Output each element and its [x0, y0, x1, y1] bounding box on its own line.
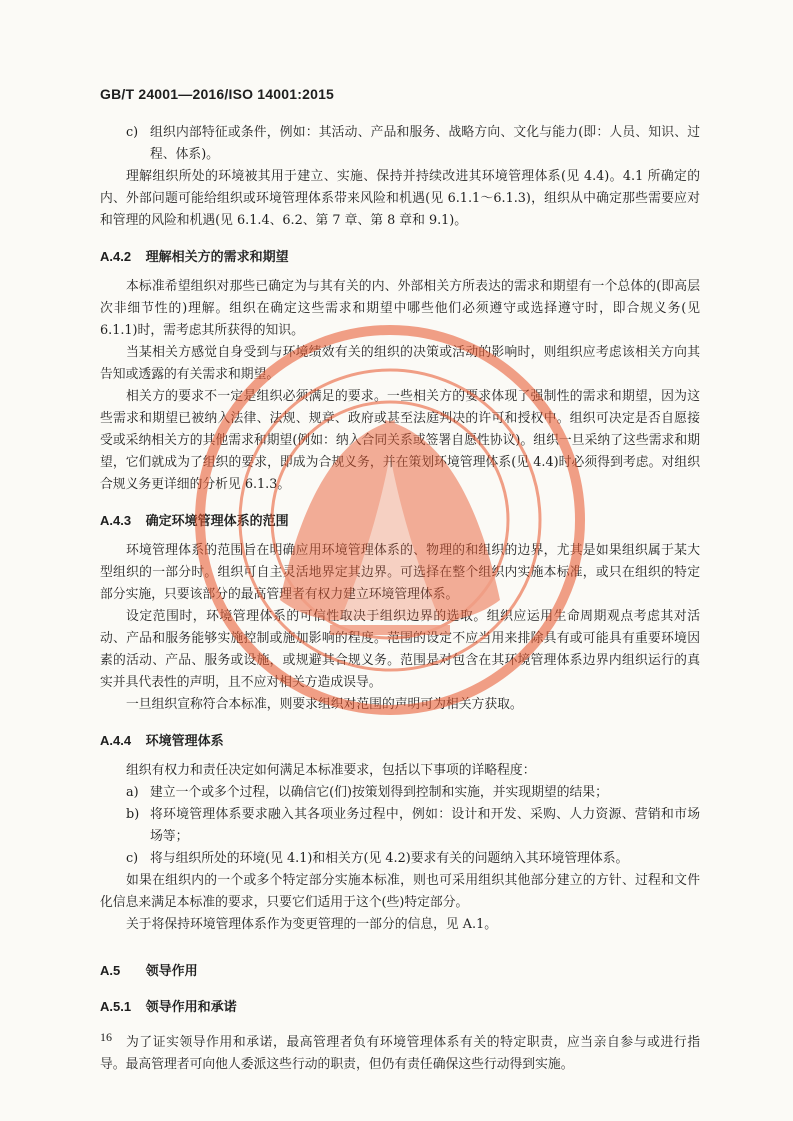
section-title: 确定环境管理体系的范围	[145, 513, 289, 528]
section-heading-a42	[100, 246, 700, 268]
list-item	[100, 848, 700, 870]
list-item	[100, 782, 700, 804]
section-heading-a43	[100, 510, 700, 532]
section-title: 理解相关方的需求和期望	[145, 249, 289, 264]
section-title: 环境管理体系	[145, 733, 224, 748]
section-heading-a5	[100, 960, 700, 982]
standard-code-header: GB/T 24001—2016/ISO 14001:2015	[100, 86, 335, 102]
list-marker: c)	[126, 125, 139, 140]
section-number: A.4.3	[100, 513, 132, 528]
paragraph: 环境管理体系的范围旨在明确应用环境管理体系的、物理的和组织的边界，尤其是如果组织属于某大型组织的一部分时。组织可自主灵活地界定其边界。可选择在整个组织内实施本标准，或只在组织的特定部分实施，只要该部分的最高管理者有权力建立环境管理体系。	[100, 543, 700, 602]
paragraph: 相关方的要求不一定是组织必须满足的要求。一些相关方的要求体现了强制性的需求和期望，因为这些需求和期望已被纳入法律、法规、规章、政府或甚至法庭判决的许可和授权中。组织可决定是否自愿接受或采纳相关方的其他需求和期望(例如：纳入合同关系或签署自愿性协议)。组织一旦采纳了这些需求和期望，它们就成为了组织的要求，即成为合规义务，并在策划环境管理体系(见 4.4)时必须得到考虑。对组织合规义务更详细的分析见 6.1.3。	[100, 389, 700, 492]
list-item-c-org-internal	[100, 122, 700, 166]
section-title: 领导作用	[145, 963, 198, 978]
paragraph: 一旦组织宣称符合本标准，则要求组织对范围的声明可为相关方获取。	[126, 697, 523, 712]
list-marker: a)	[126, 785, 139, 800]
paragraph: 如果在组织内的一个或多个特定部分实施本标准，则也可采用组织其他部分建立的方针、过程和文件化信息来满足本标准的要求，只要它们适用于这个(些)特定部分。	[100, 873, 700, 910]
list-item-text: 建立一个或多个过程，以确信它(们)按策划得到控制和实施，并实现期望的结果；	[150, 785, 608, 800]
section-number: A.4.2	[100, 249, 132, 264]
paragraph: 本标准希望组织对那些已确定为与其有关的内、外部相关方所表达的需求和期望有一个总体的(即高层次非细节性的)理解。组织在确定这些需求和期望中哪些他们必须遵守或选择遵守时，即合规义务(见 6.1.1)时，需考虑其所获得的知识。	[100, 279, 700, 338]
list-item-text: 组织内部特征或条件，例如：其活动、产品和服务、战略方向、文化与能力(即：人员、知识、过程、体系)。	[150, 125, 700, 162]
section-heading-a51	[100, 996, 700, 1018]
paragraph: 关于将保持环境管理体系作为变更管理的一部分的信息，见 A.1。	[126, 917, 498, 932]
paragraph: 当某相关方感觉自身受到与环境绩效有关的组织的决策或活动的影响时，则组织应考虑该相关方向其告知或透露的有关需求和期望。	[100, 345, 700, 382]
section-title: 领导作用和承诺	[145, 999, 237, 1014]
list-item	[100, 804, 700, 848]
section-heading-a44	[100, 730, 700, 752]
section-number: A.4.4	[100, 733, 132, 748]
body-content	[100, 122, 700, 1076]
list-marker: c)	[126, 851, 139, 866]
section-number: A.5.1	[100, 999, 132, 1014]
paragraph: 设定范围时，环境管理体系的可信性取决于组织边界的选取。组织应运用生命周期观点考虑其对活动、产品和服务能够实施控制或施加影响的程度。范围的设定不应当用来排除具有或可能具有重要环境因素的活动、产品、服务或设施，或规避其合规义务。范围是对包含在其环境管理体系边界内组织运行的真实并具代表性的声明，且不应对相关方造成误导。	[100, 609, 700, 690]
page-number: 16	[100, 1030, 112, 1044]
list-marker: b)	[126, 807, 140, 822]
list-item-text: 将环境管理体系要求融入其各项业务过程中，例如：设计和开发、采购、人力资源、营销和市场场等；	[150, 807, 700, 844]
list-item-text: 将与组织所处的环境(见 4.1)和相关方(见 4.2)要求有关的问题纳入其环境管理体系。	[150, 851, 629, 866]
paragraph-context: 理解组织所处的环境被其用于建立、实施、保持并持续改进其环境管理体系(见 4.4)。4.1 所确定的内、外部问题可能给组织或环境管理体系带来风险和机遇(见 6.1.1～6.1.3)，组织从中确定那些需要应对和管理的风险和机遇(见 6.1.4、6.2、第 7 章、第 8 章和 9.1)。	[100, 169, 700, 228]
paragraph: 组织有权力和责任决定如何满足本标准要求，包括以下事项的详略程度：	[126, 763, 536, 778]
section-number: A.5	[100, 963, 121, 978]
paragraph: 为了证实领导作用和承诺，最高管理者负有环境管理体系有关的特定职责，应当亲自参与或进行指导。最高管理者可向他人委派这些行动的职责，但仍有责任确保这些行动得到实施。	[100, 1035, 700, 1072]
